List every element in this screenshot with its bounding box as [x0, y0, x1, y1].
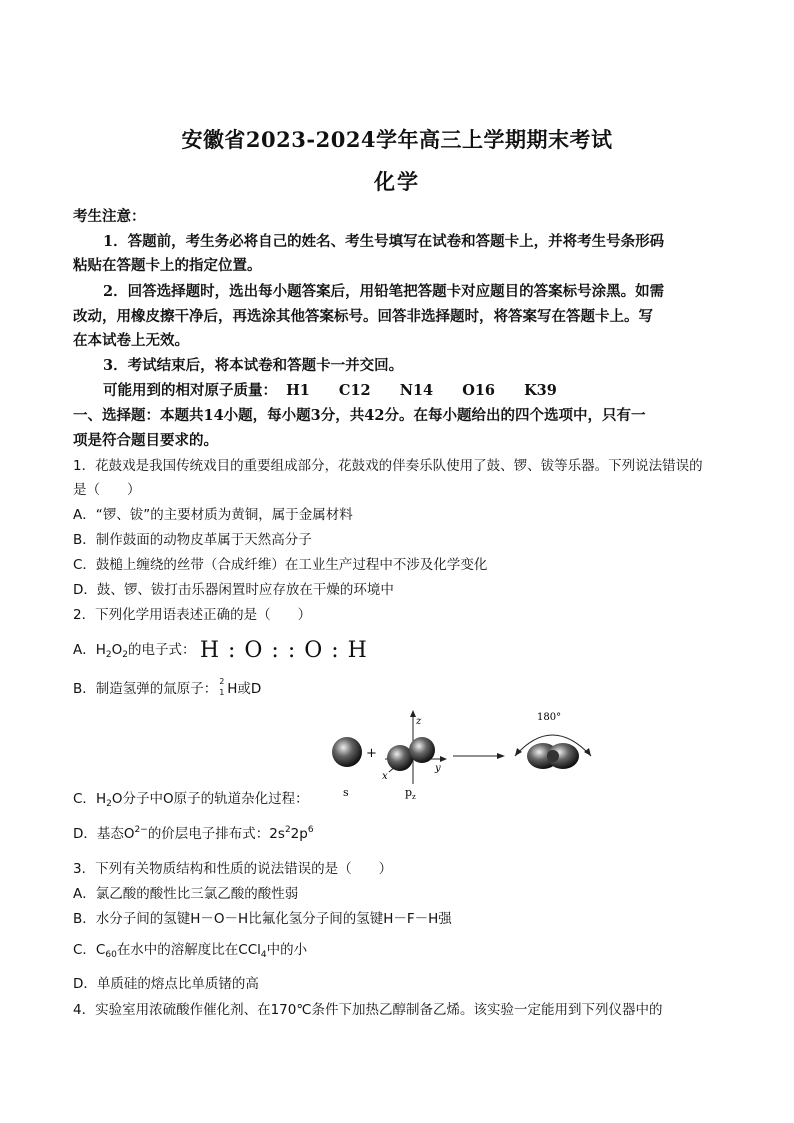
mass-h: H1: [286, 382, 310, 399]
q3-option-d: D．单质硅的熔点比单质锗的高: [73, 976, 259, 992]
q3-option-a: A．氯乙酸的酸性比三氯乙酸的酸性弱: [73, 886, 299, 902]
s-label: s: [343, 786, 349, 799]
q2-option-c: C．$H_2O$分子中O原子的轨道杂化过程：: [73, 791, 309, 809]
q1-option-b: B．制作鼓面的动物皮革属于天然高分子: [73, 532, 312, 548]
q3-stem: 3．下列有关物质结构和性质的说法错误的是（ ）: [73, 861, 393, 877]
angle-label: 180°: [537, 712, 562, 723]
mass-c: C12: [338, 382, 371, 399]
section1-line-1: 一、选择题：本题共14小题，每小题3分，共42分。在每小题给出的四个选项中，只有一: [73, 407, 646, 424]
notice-line-5: 在本试卷上无效。: [73, 332, 189, 349]
q3-option-c: C．$C_{60}$在水中的溶解度比在CCl$_4$中的小: [73, 942, 308, 960]
q1-stem-2: 是（ ）: [73, 482, 141, 498]
svg-text:y: y: [435, 763, 441, 774]
q1-option-a: A．“锣、钹”的主要材质为黄铜，属于金属材料: [73, 507, 353, 523]
mass-o: O16: [462, 382, 496, 399]
section1-line-2: 项是符合题目要求的。: [73, 432, 218, 449]
q2-stem: 2．下列化学用语表述正确的是（ ）: [73, 607, 312, 623]
atomic-masses: [103, 379, 753, 400]
notice-line-4: 改动，用橡皮擦干净后，再选涂其他答案标号。回答非选择题时，将答案写在答题卡上。写: [73, 308, 653, 325]
q1-stem-1: 1．花鼓戏是我国传统戏目的重要组成部分，花鼓戏的伴奏乐队使用了鼓、锣、钹等乐器。下列说法错误的: [73, 458, 703, 474]
p-orbital-lobe-right: [409, 737, 435, 763]
q1-option-c: C．鼓槌上缠绕的丝带（合成纤维）在工业生产过程中不涉及化学变化: [73, 557, 488, 573]
q2-option-b: B．制造氢弹的氚原子： 2 1 H或D: [73, 677, 262, 697]
notice-line-1: 1．答题前，考生务必将自己的姓名、考生号填写在试卷和答题卡上，并将考生号条形码: [103, 233, 665, 250]
notice-line-3: 2．回答选择题时，选出每小题答案后，用铅笔把答题卡对应题目的答案标号涂黑。如需: [103, 283, 665, 300]
notice-heading: 考生注意：: [73, 208, 146, 225]
svg-text:z: z: [416, 716, 422, 727]
exam-subject: 化学: [374, 169, 420, 194]
isotope-notation: 2 1: [219, 677, 225, 697]
notice-line-6: 3．考试结束后，将本试卷和答题卡一并交回。: [103, 357, 404, 374]
q2-option-a: A．$H_2O_2$的电子式： H : O : : O : H: [73, 638, 368, 663]
q2-option-d: D．基态$O^{2-}$的价层电子排布式：$2s^22p^6$: [73, 825, 314, 842]
q3-option-b: B．水分子间的氢键H－O－H比氟化氢分子间的氢键H－F－H强: [73, 911, 452, 927]
exam-title: 安徽省2023-2024学年高三上学期期末考试: [181, 127, 613, 152]
q4-stem: 4．实验室用浓硫酸作催化剂、在170℃条件下加热乙醇制备乙烯。该实验一定能用到下列仪器中的: [73, 1002, 663, 1018]
svg-text:x: x: [382, 771, 388, 782]
mass-n: N14: [399, 382, 434, 399]
notice-line-2: 粘贴在答题卡上的指定位置。: [73, 257, 262, 274]
masses-label: 可能用到的相对原子质量：: [103, 382, 277, 399]
q1-option-d: D．鼓、锣、钹打击乐器闲置时应存放在干燥的环境中: [73, 582, 394, 598]
p-label: $p_z$: [405, 786, 416, 801]
svg-text:+: +: [366, 746, 377, 761]
mass-k: K39: [524, 382, 557, 399]
s-orbital-sphere: [332, 737, 362, 767]
electron-formula: H : O : : O : H: [199, 638, 368, 663]
